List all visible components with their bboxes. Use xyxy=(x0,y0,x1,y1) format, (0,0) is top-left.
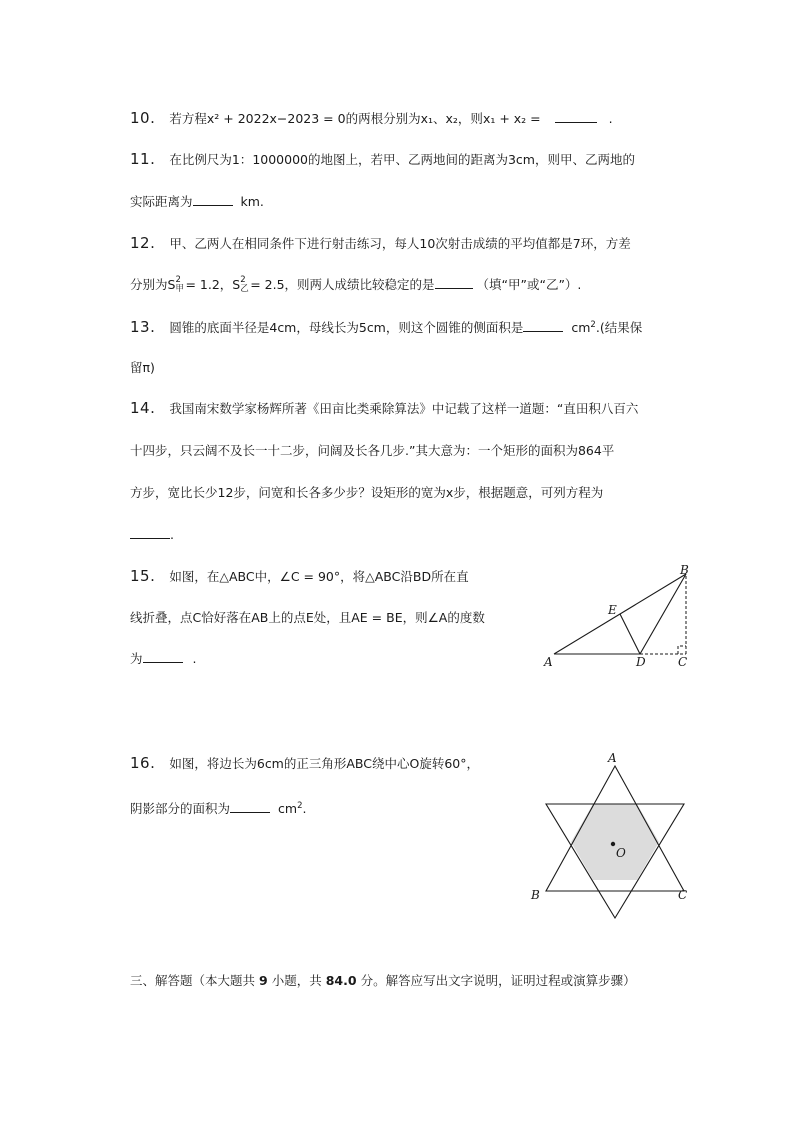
subscript: 乙 xyxy=(240,284,249,294)
question-number: 11. xyxy=(130,150,156,168)
section-3-heading xyxy=(130,971,636,991)
question-text: 线折叠，点C恰好落在AB上的点E处，且AE = BE，则∠A的度数 xyxy=(130,610,485,625)
question-text: 实际距离为 xyxy=(130,194,193,209)
variance-subscript xyxy=(240,275,250,294)
label-c: C xyxy=(678,655,688,669)
answer-blank[interactable] xyxy=(523,319,563,332)
question-text: 我国南宋数学家杨辉所著《田亩比类乘除算法》中记载了这样一道题：“直田积八百六 xyxy=(169,401,639,416)
question-number: 13. xyxy=(130,318,156,336)
question-text: 如图，在△ABC中，∠C = 90°，将△ABC沿BD所在直 xyxy=(169,569,469,584)
variance-symbol: S xyxy=(167,277,176,292)
center-point xyxy=(611,842,615,846)
unit: cm xyxy=(278,801,298,816)
shaded-hexagon xyxy=(571,804,659,880)
question-11-line-1 xyxy=(130,149,635,170)
question-15-line-1 xyxy=(130,566,469,587)
question-14-line-4 xyxy=(130,525,174,545)
section-text: 小题，共 xyxy=(271,973,322,988)
label-c: C xyxy=(678,888,688,902)
question-text: 方步，宽比长少12步，问宽和长各多少步？设矩形的宽为x步，根据题意，可列方程为 xyxy=(130,485,604,500)
period: . xyxy=(608,111,613,126)
hexagram-figure xyxy=(525,750,705,930)
question-text: 十四步，只云阔不及长一十二步，问阔及长各几步.”其大意为：一个矩形的面积为864平 xyxy=(130,443,615,458)
question-text: 为 xyxy=(130,651,143,666)
question-number: 15. xyxy=(130,567,156,585)
label-b: B xyxy=(680,563,689,577)
question-number: 14. xyxy=(130,399,156,417)
question-16-line-2: 阴影部分的面积为 $cm^2$. xyxy=(130,801,307,816)
label-b: B xyxy=(531,888,540,902)
period: . xyxy=(170,527,174,542)
answer-blank[interactable] xyxy=(193,193,233,206)
question-12-line-1 xyxy=(130,233,631,254)
right-angle-mark xyxy=(678,646,686,654)
question-text: 如图，将边长为6cm的正三角形ABC绕中心O旋转60°， xyxy=(169,756,479,771)
equation: x² + 2022x−2023 = 0 xyxy=(206,111,346,126)
answer-blank[interactable] xyxy=(130,526,170,539)
question-count: 9 xyxy=(259,973,268,988)
question-text: 留π) xyxy=(130,360,155,375)
question-13-line-1: 13. 圆锥的底面半径是4cm，母线长为5cm，则这个圆锥的侧面积是 $cm^2$.(结果保 xyxy=(130,318,643,336)
answer-blank[interactable] xyxy=(230,800,270,813)
label-e: E xyxy=(608,603,617,617)
question-12-line-2: 分别为S 2 甲 = 1.2，S 2 乙 = 2.5，则两人成绩比较稳定的是 （填“甲”或“乙”）. xyxy=(130,275,581,295)
superscript: 2 xyxy=(175,275,181,285)
answer-blank[interactable] xyxy=(435,276,473,289)
label-o: O xyxy=(616,846,626,860)
question-14-line-3 xyxy=(130,483,603,503)
triangle-fold-figure xyxy=(540,560,700,675)
question-text: km. xyxy=(240,194,264,209)
section-text: 三、解答题（本大题共 xyxy=(130,973,256,988)
question-number: 16. xyxy=(130,754,156,772)
roots: x₁、x₂ xyxy=(420,111,458,126)
fold-line-bd xyxy=(640,574,686,654)
label-d: D xyxy=(636,655,646,669)
question-15-line-2 xyxy=(130,608,485,628)
segment-ed xyxy=(620,614,640,654)
variance-value: = 1.2， xyxy=(185,277,233,292)
question-number: 12. xyxy=(130,234,156,252)
sum-expression: x₁ + x₂ = xyxy=(482,111,541,126)
question-text: = 2.5，则两人成绩比较稳定的是 xyxy=(250,277,435,292)
question-15-line-3 xyxy=(130,649,196,669)
question-text: 阴影部分的面积为 xyxy=(130,801,231,816)
question-14-line-2 xyxy=(130,441,614,461)
question-14-line-1 xyxy=(130,398,638,419)
question-text: 的两根分别为 xyxy=(345,111,421,126)
answer-blank[interactable] xyxy=(143,650,183,663)
question-text: .(结果保 xyxy=(595,320,643,335)
unit: cm xyxy=(571,320,591,335)
period: . xyxy=(192,651,197,666)
question-number: 10. xyxy=(130,109,156,127)
question-text: 若方程 xyxy=(169,111,207,126)
question-text: 分别为 xyxy=(130,277,168,292)
question-10 xyxy=(130,108,613,129)
question-text: 圆锥的底面半径是4cm，母线长为5cm，则这个圆锥的侧面积是 xyxy=(169,320,524,335)
variance-subscript xyxy=(175,275,185,294)
question-text: （填“甲”或“乙”）. xyxy=(476,277,582,292)
label-a: A xyxy=(544,655,553,669)
question-text: ，则 xyxy=(457,111,483,126)
label-a: A xyxy=(608,751,617,765)
superscript: 2 xyxy=(240,275,246,285)
question-11-line-2 xyxy=(130,192,264,212)
subscript: 甲 xyxy=(175,284,184,294)
question-text: 在比例尺为1：1000000的地图上，若甲、乙两地间的距离为3cm，则甲、乙两地的 xyxy=(169,152,635,167)
question-text: 甲、乙两人在相同条件下进行射击练习，每人10次射击成绩的平均值都是7环，方差 xyxy=(169,236,631,251)
section-text: 分。解答应写出文字说明，证明过程或演算步骤） xyxy=(360,973,636,988)
question-16-line-1 xyxy=(130,753,479,774)
total-score: 84.0 xyxy=(325,973,357,988)
answer-blank[interactable] xyxy=(555,110,597,123)
question-13-line-2 xyxy=(130,358,155,378)
